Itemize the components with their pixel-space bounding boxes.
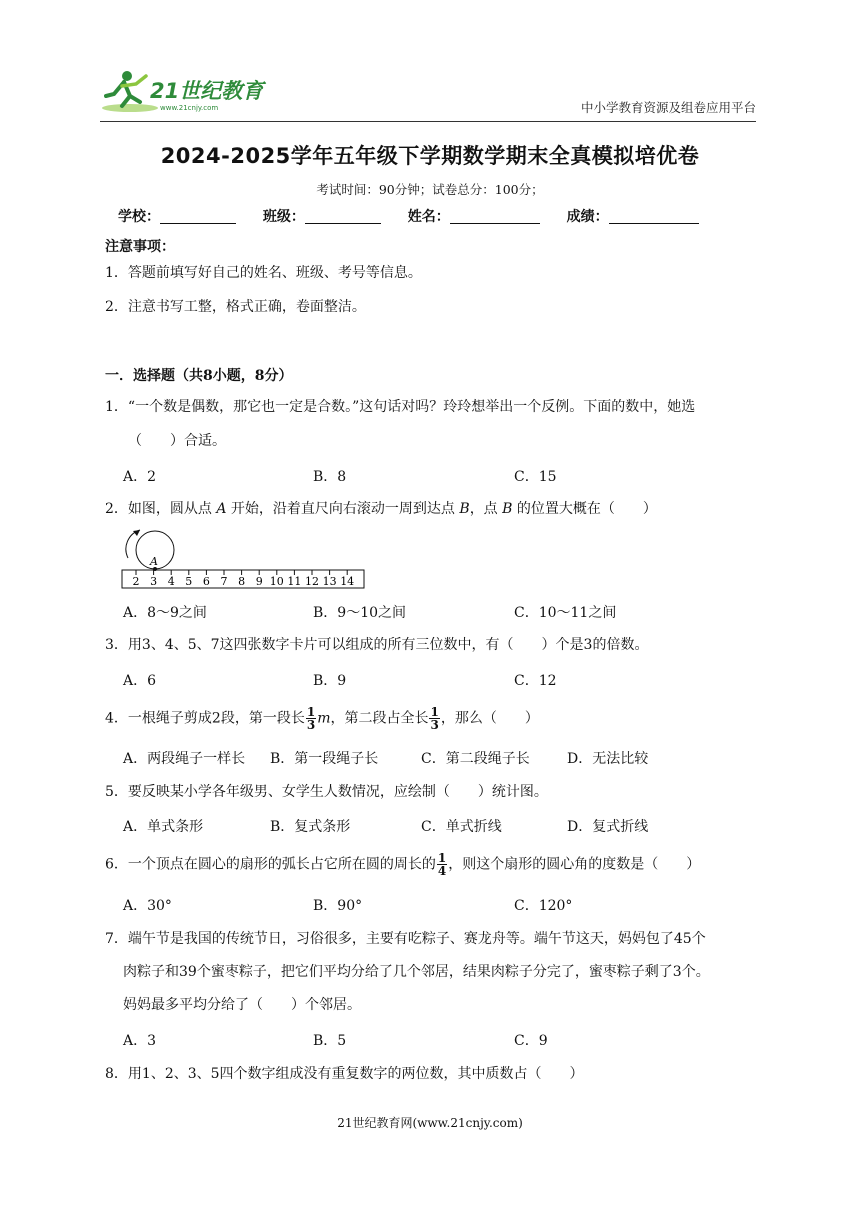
ruler-point-label: A: [150, 555, 158, 568]
q6-text-part: 6．一个顶点在圆心的扇形的弧长占它所在圆的周长的: [105, 856, 436, 873]
fraction-one-third: [429, 706, 439, 731]
q4-option-a[interactable]: A．两段绳子一样长: [123, 751, 246, 767]
page-footer: 21世纪教育网(www.21cnjy.com): [337, 1116, 523, 1130]
ruler-figure: [118, 526, 368, 592]
ruler-tick-label: 11: [287, 575, 302, 588]
runner-logo-icon: [100, 66, 270, 116]
q4-text-part: ，第二段占全长: [330, 710, 429, 727]
school-blank[interactable]: [160, 209, 236, 224]
question-1-text: 1．“一个数是偶数，那它也一定是合数。”这句话对吗？玲玲想举出一个反例。下面的数中，她选: [105, 399, 696, 415]
unit-m: m: [317, 710, 331, 727]
q5-option-d[interactable]: D．复式折线: [567, 819, 649, 835]
logo-text: 21世纪教育: [150, 79, 264, 103]
student-info-row: [118, 206, 721, 226]
q2-option-b[interactable]: B．9～10之间: [313, 605, 407, 621]
q6-option-c[interactable]: C．120°: [514, 898, 573, 914]
frac-numerator: 1: [306, 705, 316, 719]
q7-option-a[interactable]: A．3: [123, 1033, 157, 1049]
q2-point-b: B: [459, 501, 470, 517]
frac-denominator: 3: [430, 718, 439, 732]
ruler-tick-label: 4: [167, 575, 175, 588]
exam-title: 2024-2025学年五年级下学期数学期末全真模拟培优卷: [160, 144, 700, 168]
q7-option-b[interactable]: B．5: [313, 1033, 347, 1049]
rolling-circle-ruler: [118, 526, 368, 592]
name-blank[interactable]: [450, 209, 540, 224]
q2-option-a[interactable]: A．8～9之间: [123, 605, 207, 621]
score-blank[interactable]: [609, 209, 699, 224]
frac-denominator: 3: [306, 718, 316, 732]
q2-text-part: 2．如图，圆从点: [105, 501, 217, 517]
question-7-text-cont: 肉粽子和39个蜜枣粽子，把它们平均分给了几个邻居，结果肉粽子分完了，蜜枣粽子剩了3个。: [123, 964, 710, 980]
question-8-text: 8．用1、2、3、5四个数字组成没有重复数字的两位数，其中质数占（ ）: [105, 1066, 584, 1082]
header-divider: [100, 121, 756, 122]
ruler-tick-label: 2: [132, 575, 140, 588]
q5-option-a[interactable]: A．单式条形: [123, 819, 204, 835]
ruler-tick-label: 10: [269, 575, 284, 588]
q4-option-c[interactable]: C．第二段绳子长: [421, 751, 530, 767]
score-label: 成绩：: [566, 209, 609, 225]
q2-point-a: A: [216, 501, 227, 517]
q1-option-a[interactable]: A．2: [123, 469, 157, 485]
q2-point-b: B: [502, 501, 513, 517]
q3-option-b[interactable]: B．9: [313, 673, 347, 689]
class-field: [263, 206, 381, 226]
score-field: [567, 206, 699, 226]
logo: [100, 66, 270, 116]
name-label: 姓名：: [407, 209, 450, 225]
q1-option-c[interactable]: C．15: [514, 469, 557, 485]
ruler-ticks: [133, 570, 355, 588]
q7-option-c[interactable]: C．9: [514, 1033, 548, 1049]
question-7-text: 7．端午节是我国的传统节日，习俗很多，主要有吃粽子、赛龙舟等。端午节这天，妈妈包了45个: [105, 931, 706, 947]
school-field: [118, 206, 236, 226]
q5-option-b[interactable]: B．复式条形: [270, 819, 351, 835]
q2-text-part: ，点: [469, 501, 503, 517]
q4-option-d[interactable]: D．无法比较: [567, 751, 649, 767]
q6-option-b[interactable]: B．90°: [313, 898, 363, 914]
notice-item: 2．注意书写工整，格式正确，卷面整洁。: [105, 299, 366, 315]
q3-option-a[interactable]: A．6: [123, 673, 157, 689]
class-blank[interactable]: [305, 209, 381, 224]
q4-text-part: 4．一根绳子剪成2段，第一段长: [105, 710, 305, 727]
school-label: 学校：: [118, 209, 160, 225]
q4-text-part: ，那么（ ）: [440, 710, 539, 727]
notice-item: 1．答题前填写好自己的姓名、班级、考号等信息。: [105, 265, 422, 281]
q4-option-b[interactable]: B．第一段绳子长: [270, 751, 379, 767]
question-1-text-cont: （ ）合适。: [128, 433, 226, 449]
ruler-tick-label: 9: [255, 575, 263, 588]
question-6-text: [105, 852, 700, 877]
name-field: [408, 206, 540, 226]
frac-numerator: 1: [437, 851, 447, 865]
ruler-tick-label: 13: [322, 575, 337, 588]
notice-heading: 注意事项：: [105, 239, 175, 255]
q2-text-part: 的位置大概在（ ）: [512, 501, 657, 517]
frac-numerator: 1: [430, 705, 439, 719]
ruler-tick-label: 7: [220, 575, 228, 588]
exam-subtitle: 考试时间：90分钟；试卷总分：100分；: [316, 182, 544, 197]
ruler-tick-label: 6: [202, 575, 210, 588]
q3-option-c[interactable]: C．12: [514, 673, 557, 689]
q2-option-c[interactable]: C．10～11之间: [514, 605, 617, 621]
section-heading: 一．选择题（共8小题，8分）: [105, 368, 293, 384]
question-7-text-cont: 妈妈最多平均分给了（ ）个邻居。: [123, 997, 361, 1013]
q5-option-c[interactable]: C．单式折线: [421, 819, 502, 835]
ruler-tick-label: 8: [238, 575, 246, 588]
class-label: 班级：: [262, 209, 305, 225]
ruler-tick-label: 3: [150, 575, 158, 588]
question-3-text: 3．用3、4、5、7这四张数字卡片可以组成的所有三位数中，有（ ）个是3的倍数。: [105, 637, 649, 653]
fraction-one-quarter: [437, 852, 447, 877]
question-5-text: 5．要反映某小学各年级男、女学生人数情况，应绘制（ ）统计图。: [105, 784, 548, 800]
question-4-text: [105, 706, 539, 731]
q2-text-part: 开始，沿着直尺向右滚动一周到达点: [226, 501, 460, 517]
ruler-tick-label: 14: [340, 575, 355, 588]
fraction-one-third: [306, 706, 316, 731]
logo-url: www.21cnjy.com: [160, 104, 219, 112]
question-2-text: [105, 499, 657, 519]
ruler-tick-label: 12: [305, 575, 319, 588]
q6-option-a[interactable]: A．30°: [123, 898, 172, 914]
platform-label: 中小学教育资源及组卷应用平台: [580, 100, 756, 115]
frac-denominator: 4: [437, 864, 447, 878]
ruler-tick-label: 5: [185, 575, 193, 588]
q6-text-part: ，则这个扇形的圆心角的度数是（ ）: [448, 856, 701, 873]
q1-option-b[interactable]: B．8: [313, 469, 347, 485]
